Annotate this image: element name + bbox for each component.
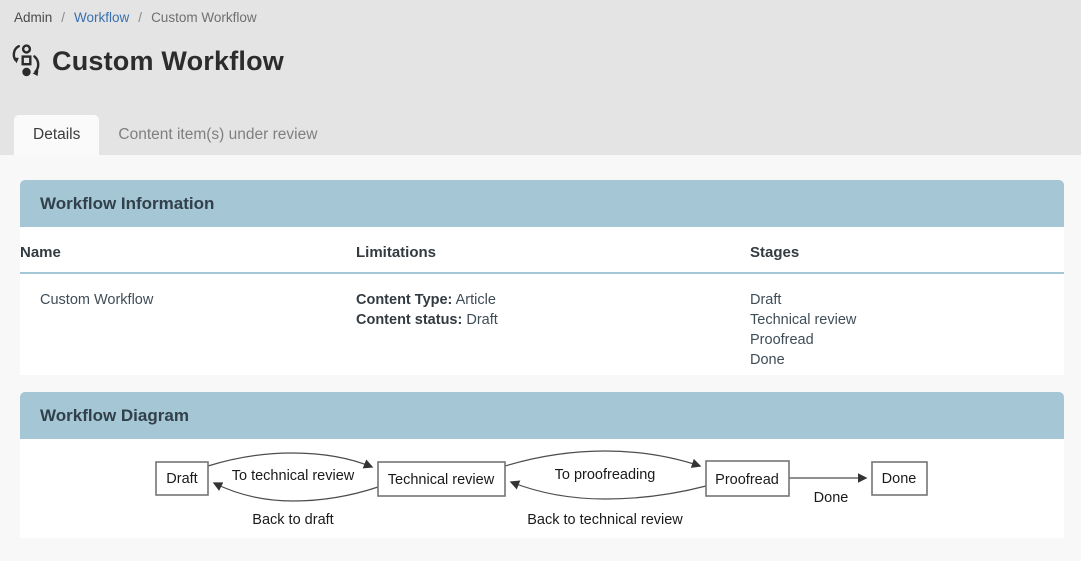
- node-draft: Draft: [166, 471, 198, 487]
- workflow-icon: [8, 43, 42, 79]
- transition-label-back-to-technical-review: Back to technical review: [527, 512, 683, 528]
- tab-details[interactable]: Details: [14, 115, 99, 155]
- limitations-cell: [356, 273, 750, 375]
- breadcrumb-item-workflow[interactable]: Workflow: [74, 10, 130, 25]
- page-header: [0, 0, 1081, 155]
- stage-draft: Draft: [750, 292, 782, 308]
- edge-back-to-technical-review: [511, 482, 706, 499]
- transition-label-back-to-draft: Back to draft: [252, 512, 334, 528]
- workflow-diagram: [20, 439, 1064, 538]
- edge-back-to-draft: [214, 483, 378, 501]
- edge-to-technical-review: [208, 453, 372, 467]
- stage-done: Done: [750, 352, 785, 368]
- breadcrumb-item-current: Custom Workflow: [151, 10, 257, 25]
- workflow-information-table: [20, 227, 1064, 375]
- breadcrumb-item-admin: Admin: [14, 10, 53, 25]
- tab-content-items-under-review[interactable]: Content item(s) under review: [118, 126, 318, 143]
- node-done: Done: [881, 471, 917, 487]
- stage-technical-review: Technical review: [750, 312, 857, 328]
- node-proofread: Proofread: [715, 472, 779, 488]
- stage-proofread: Proofread: [750, 332, 814, 348]
- table-row: [20, 273, 1064, 375]
- transition-label-done: Done: [813, 490, 849, 506]
- column-header-limitations: Limitations: [356, 227, 750, 273]
- limitation-content-type: Content Type: Article: [356, 292, 496, 308]
- edge-to-proofreading: [505, 451, 700, 466]
- main-content: [0, 180, 1081, 538]
- workflow-information-panel: [20, 180, 1064, 375]
- limitation-content-status: Content status: Draft: [356, 312, 498, 328]
- transition-label-to-technical-review: To technical review: [231, 468, 355, 484]
- workflow-diagram-title: Workflow Diagram: [20, 392, 1064, 439]
- tab-bar: [14, 115, 336, 155]
- workflow-name-cell: Custom Workflow: [40, 292, 154, 308]
- title-row: [0, 25, 1081, 79]
- node-technical-review: Technical review: [387, 472, 495, 488]
- stages-cell: [750, 273, 1064, 375]
- breadcrumb-separator: /: [138, 10, 143, 25]
- page-title: Custom Workflow: [52, 45, 284, 76]
- workflow-information-title: Workflow Information: [20, 180, 1064, 227]
- transition-label-to-proofreading: To proofreading: [554, 467, 656, 483]
- breadcrumb-separator: /: [61, 10, 66, 25]
- breadcrumb: [0, 0, 1081, 25]
- column-header-stages: Stages: [750, 227, 1064, 273]
- column-header-name: Name: [20, 227, 356, 273]
- workflow-diagram-panel: [20, 392, 1064, 538]
